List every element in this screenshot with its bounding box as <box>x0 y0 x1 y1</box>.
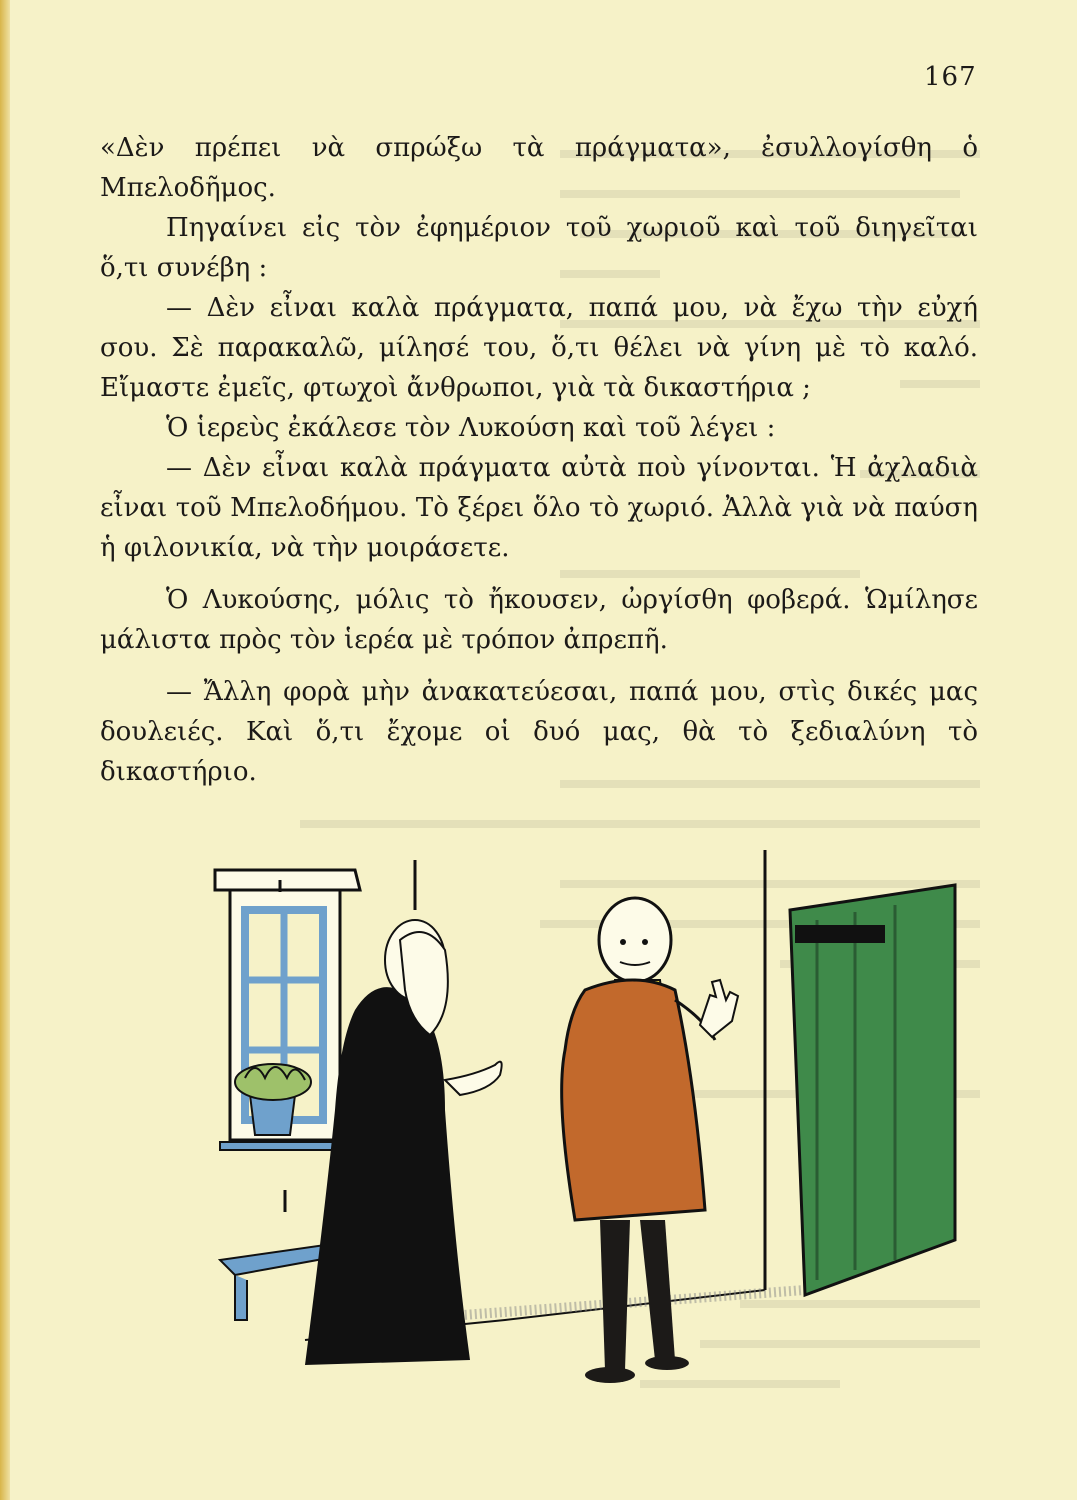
paragraph-2: Πηγαίνει εἰς τὸν ἐφημέριον τοῦ χωριοῦ καὶ τοῦ διηγεῖται ὅ,τι συνέβη : <box>100 213 978 283</box>
page-edge <box>0 0 10 1500</box>
paragraph-6: Ὁ Λυκούσης, μόλις τὸ ἤκουσεν, ὠργίσθη φοβερά. Ὡμίλησε μάλιστα πρὸς τὸν ἱερέα μὲ τρόπον ἀπρεπῆ. <box>100 585 978 655</box>
text-block <box>100 128 978 792</box>
paragraph-4: Ὁ ἱερεὺς ἐκάλεσε τὸν Λυκούση καὶ τοῦ λέγει : <box>166 413 776 443</box>
paragraph-1: «Δὲν πρέπει νὰ σπρώξω τὰ πράγματα», ἐσυλλογίσθη ὁ Μπελοδῆμος. <box>100 133 978 203</box>
page-number: 167 <box>924 62 977 92</box>
paragraph-7: — Ἄλλη φορὰ μὴν ἀνακατεύεσαι, παπά μου, στὶς δικές μας δουλειές. Καὶ ὅ,τι ἔχομε οἱ δυό μας, θὰ τὸ ξεδιαλύνη τὸ δικαστήριο. <box>100 677 978 787</box>
paragraph-5: — Δὲν εἶναι καλὰ πράγματα αὐτὰ ποὺ γίνονται. Ἡ ἀχλαδιὰ εἶναι τοῦ Μπελοδήμου. Τὸ ξέρει ὅλο τὸ χωριό. Ἀλλὰ γιὰ νὰ παύση ἡ φιλονικία, νὰ τὴν μοιράσετε. <box>100 453 978 563</box>
paragraph-3: — Δὲν εἶναι καλὰ πράγματα, παπά μου, νὰ ἔχω τὴν εὐχή σου. Σὲ παρακαλῶ, μίλησέ του, ὅ,τι θέλει νὰ γίνη μὲ τὸ καλό. Εἴμαστε ἐμεῖς, φτωχοὶ ἄνθρωποι, γιὰ τὰ δικαστήρια ; <box>100 293 978 403</box>
door-icon <box>765 850 955 1295</box>
illustration <box>205 850 965 1400</box>
